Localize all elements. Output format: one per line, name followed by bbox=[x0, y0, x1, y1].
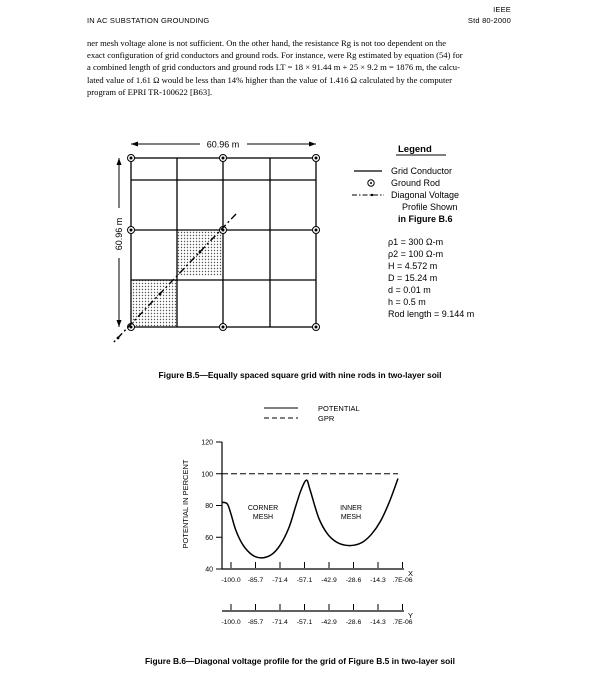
dimension-arrow-icon bbox=[131, 142, 138, 147]
x-tick-label: -42.9 bbox=[321, 577, 337, 584]
y-profile-tick-label: -14.3 bbox=[370, 619, 386, 626]
x-tick-label: -85.7 bbox=[247, 577, 264, 584]
region-corner-mesh-label: MESH bbox=[252, 514, 274, 521]
param-h-lower: h = 0.5 m bbox=[388, 297, 426, 307]
y-axis-title: POTENTIAL IN PERCENT bbox=[181, 459, 190, 549]
param-d-upper: D = 15.24 m bbox=[388, 273, 438, 283]
y-profile-tick-label: -85.7 bbox=[247, 619, 264, 626]
y-profile-tick-label: -71.4 bbox=[272, 619, 288, 626]
running-header-left: IN AC SUBSTATION GROUNDING bbox=[87, 16, 210, 25]
param-h-upper: H = 4.572 m bbox=[388, 261, 438, 271]
legend-potential-label: POTENTIAL bbox=[318, 404, 360, 413]
y-tick-label: 120 bbox=[201, 439, 213, 447]
y-profile-tick-label: -28.6 bbox=[345, 619, 362, 626]
x-tick-label: -14.3 bbox=[370, 577, 386, 584]
dimension-side-label: 60.96 m bbox=[114, 217, 124, 251]
running-header-ieee: IEEE bbox=[493, 5, 511, 14]
y-profile-tick-label: -42.9 bbox=[321, 619, 337, 626]
x-tick-label: .7E-06 bbox=[392, 577, 413, 584]
figure-b6-caption: Figure B.6—Diagonal voltage profile for the grid of Figure B.5 in two-layer soil bbox=[145, 656, 455, 666]
shaded-corner-mesh bbox=[131, 280, 177, 326]
dimension-arrow-icon bbox=[117, 158, 122, 165]
y-profile-tick-label: -57.1 bbox=[296, 619, 313, 626]
paragraph-line: a combined length of grid conductors and ground rods LT = 18 × 91.44 m + 25 × 9.2 m = 1876 m, the calcu- bbox=[87, 62, 460, 73]
series-layer bbox=[222, 474, 398, 558]
param-rho1: ρ1 = 300 Ω-m bbox=[388, 237, 444, 247]
legend-ground-rod: Ground Rod bbox=[391, 178, 441, 188]
paragraph-line: exact configuration of grid conductors and ground rods. For instance, were Rg estimated by equation (54) for bbox=[87, 50, 463, 61]
paragraph-line: program of EPRI TR-100622 [B63]. bbox=[87, 86, 213, 97]
legend-profile-shown: Profile Shown bbox=[402, 202, 458, 212]
x-axis-letter: X bbox=[408, 569, 414, 578]
legend-in-figure: in Figure B.6 bbox=[398, 214, 453, 224]
legend-gpr-label: GPR bbox=[318, 414, 335, 423]
x-tick-label: -71.4 bbox=[272, 577, 288, 584]
region-inner-mesh-label: MESH bbox=[340, 514, 362, 521]
legend-title: Legend bbox=[398, 144, 432, 155]
potential-curve bbox=[222, 479, 398, 558]
dimension-top-label: 60.96 m bbox=[206, 139, 240, 150]
param-rod-length: Rod length = 9.144 m bbox=[388, 309, 475, 319]
figure-b6-chart bbox=[0, 396, 600, 646]
y-tick-label: 60 bbox=[205, 534, 213, 542]
y-profile-tick-label: .7E-06 bbox=[392, 619, 413, 626]
legend-diagonal-voltage: Diagonal Voltage bbox=[391, 190, 460, 200]
y-tick-label: 100 bbox=[201, 471, 213, 479]
x-ticks bbox=[221, 562, 412, 584]
region-corner-label: CORNER bbox=[247, 505, 279, 512]
dimension-arrow-icon bbox=[309, 142, 316, 147]
y-tick-label: 40 bbox=[205, 566, 213, 574]
region-inner-label: INNER bbox=[340, 505, 362, 512]
y-axis-letter: Y bbox=[408, 611, 414, 620]
y-profile-tick-label: -100.0 bbox=[221, 619, 241, 626]
figure-b5-caption: Figure B.5—Equally spaced square grid with nine rods in two-layer soil bbox=[158, 370, 442, 380]
y-tick-label: 80 bbox=[205, 503, 213, 510]
legend-grid-conductor: Grid Conductor bbox=[391, 166, 453, 176]
paragraph-line: lated value of 1.61 Ω would be less than 14% higher than the value of 1.416 Ω calculated by the computer bbox=[87, 74, 453, 85]
y-ticks bbox=[201, 440, 222, 574]
running-header-std: Std 80-2000 bbox=[467, 16, 511, 25]
paragraph-line: ner mesh voltage alone is not sufficient. On the other hand, the resistance Rg is not too dependent on the bbox=[87, 38, 447, 48]
dimension-arrow-icon bbox=[117, 320, 122, 327]
x-tick-label: -28.6 bbox=[345, 577, 362, 584]
x-tick-label: -100.0 bbox=[221, 577, 241, 584]
param-d-lower: d = 0.01 m bbox=[388, 285, 431, 295]
x-tick-label: -57.1 bbox=[296, 577, 313, 584]
param-rho2: ρ2 = 100 Ω-m bbox=[388, 249, 444, 259]
y-profile-ticks bbox=[221, 604, 412, 626]
